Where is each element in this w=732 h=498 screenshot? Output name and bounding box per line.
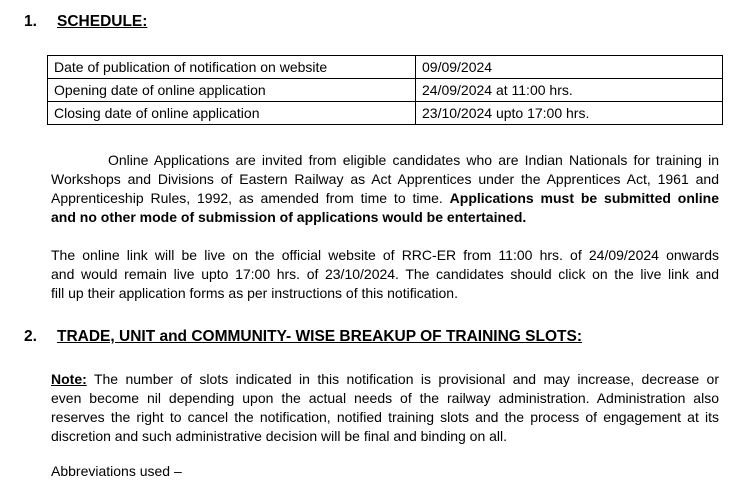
- online-link-paragraph: [51, 246, 719, 303]
- section-number: 2.: [24, 328, 37, 345]
- paragraph-line: and would remain live upto 17:00 hrs. of 23/10/2024. The candidates should click on the live link and: [51, 266, 719, 282]
- section-title: SCHEDULE:: [57, 13, 148, 30]
- paragraph-line: discretion and such administrative decision will be final and binding on all.: [51, 428, 508, 444]
- paragraph-line: Workshops and Divisions of Eastern Railway as Act Apprentices under the Apprentices Act, 1961 and: [51, 171, 719, 187]
- section-title: TRADE, UNIT and COMMUNITY- WISE BREAKUP OF TRAINING SLOTS:: [57, 328, 582, 345]
- table-cell-value: 24/09/2024 at 11:00 hrs.: [416, 79, 723, 102]
- abbreviations-line: [51, 462, 719, 481]
- paragraph-line: even become nil depending upon the actual needs of the railway administration. Administration also: [51, 390, 719, 406]
- paragraph-bold-text: and no other mode of submission of applications would be entertained.: [51, 209, 527, 225]
- paragraph-bold-text: Applications must be submitted online: [449, 190, 719, 206]
- paragraph-line: Apprenticeship Rules, 1992, as amended from time to time.: [51, 190, 443, 206]
- table-cell-label: Date of publication of notification on website: [48, 56, 416, 79]
- paragraph-line: fill up their application forms as per instructions of this notification.: [51, 285, 458, 301]
- table-cell-value: 09/09/2024: [416, 56, 723, 79]
- note-label: Note:: [51, 371, 87, 387]
- table-cell-label: Closing date of online application: [48, 102, 416, 125]
- abbreviations-text: Abbreviations used –: [51, 463, 182, 479]
- paragraph-line: The number of slots indicated in this notification is provisional and may increase, decrease or: [93, 371, 719, 387]
- table-row: [48, 79, 723, 102]
- table-row: [48, 102, 723, 125]
- section-number: 1.: [24, 13, 37, 30]
- table-cell-label: Opening date of online application: [48, 79, 416, 102]
- table-row: [48, 56, 723, 79]
- note-paragraph: [51, 370, 719, 446]
- paragraph-line: Online Applications are invited from eligible candidates who are Indian Nationals for training in: [108, 152, 719, 168]
- paragraph-line: reserves the right to cancel the notification, notified training slots and the process of engagement at its: [51, 409, 719, 425]
- table-cell-value: 23/10/2024 upto 17:00 hrs.: [416, 102, 723, 125]
- paragraph-line: The online link will be live on the official website of RRC-ER from 11:00 hrs. of 24/09/2024 onwards: [51, 247, 719, 263]
- schedule-table: [47, 55, 723, 125]
- applications-paragraph: [51, 151, 719, 227]
